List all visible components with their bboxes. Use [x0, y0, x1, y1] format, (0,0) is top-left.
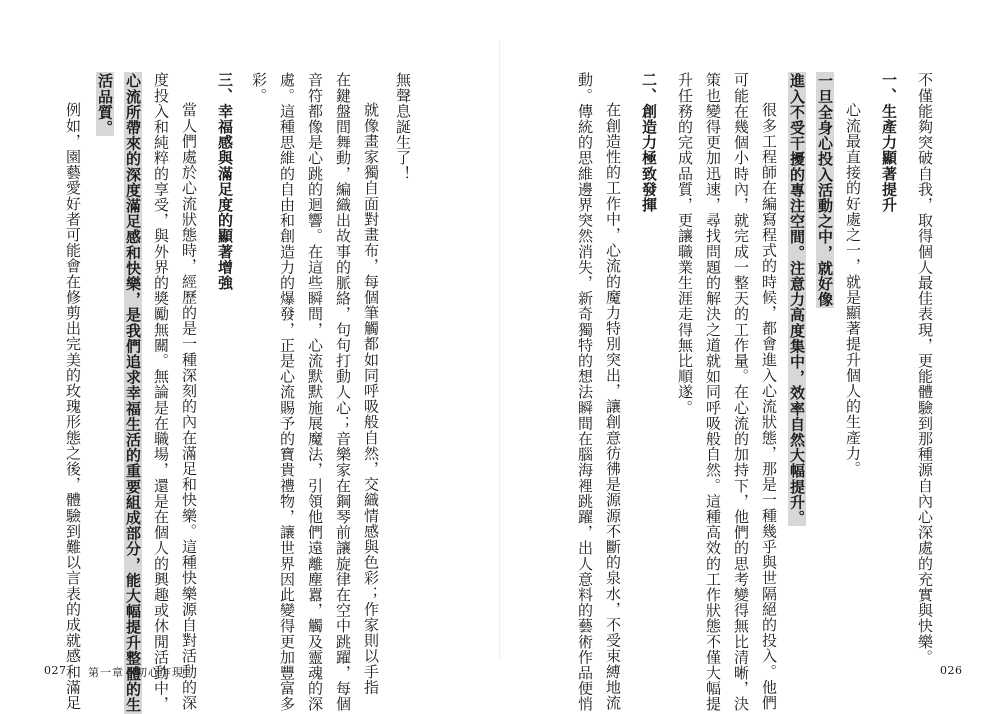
body-line: 升任務的完成品質，更讓職業生涯走得無比順遂。: [676, 72, 694, 416]
body-line: 動。傳統的思維邊界突然消失，新奇獨特的想法瞬間在腦海裡跳躍，出人意料的藝術作品便悄: [576, 72, 594, 712]
highlighted-line: [784, 72, 809, 526]
body-line: 處。這種思維的自由和創造力的爆發，正是心流賜予的寶貴禮物，讓世界因此變得更加豐富多: [278, 72, 296, 712]
section-heading: 三、幸福感與滿足度的顯著增強: [216, 72, 234, 291]
body-line: 音符都像是心跳的迴響。在這些瞬間，心流默默施展魔法，引領他們遠離塵囂，觸及靈魂的深: [306, 72, 324, 712]
body-line: 例如，園藝愛好者可能會在修剪出完美的玫瑰形態之後，體驗到難以言表的成就感和滿足: [64, 102, 82, 711]
running-head: 第一章 初心乍現: [88, 666, 184, 679]
highlighted-line: [120, 72, 145, 714]
section-heading: 一、生產力顯著提升: [880, 72, 898, 213]
body-line: 策也變得更加迅速，尋找問題的解決之道就如同呼吸般自然。這種高效的工作狀態不僅大幅提: [704, 72, 722, 712]
highlighted-line: [812, 72, 837, 308]
highlight-text: 進入不受干擾的專注空間。注意力高度集中，效率自然大幅提升。: [788, 73, 806, 526]
highlight-text: 活品質。: [96, 73, 114, 136]
body-line: 度投入和純粹的享受，與外界的獎勵無關。無論是在職場，還是在個人的興趣或休閒活動中，: [152, 72, 170, 712]
body-line: 彩。: [250, 72, 268, 104]
highlighted-line: [92, 72, 117, 136]
body-line: 心流最直接的好處之一，就是顯著提升個人的生產力。: [844, 102, 862, 477]
body-line: 不僅能夠突破自我，取得個人最佳表現，更能體驗到那種源自內心深處的充實與快樂。: [916, 72, 934, 665]
section-heading: 二、創造力極致發揮: [640, 72, 658, 213]
left-page: [0, 0, 500, 713]
right-page: [500, 0, 1000, 710]
body-line: 在鍵盤間舞動，編織出故事的脈絡，句句打動人心；音樂家在鋼琴前讓旋律在空中跳躍，每個: [334, 72, 352, 712]
body-line: 可能在幾個小時內，就完成一整天的工作量。在心流的加持下，他們的思考變得無比清晰，決: [732, 72, 750, 712]
body-line: 就像畫家獨自面對畫布，每個筆觸都如同呼吸般自然，交織情感與色彩；作家則以手指: [362, 102, 380, 695]
page-number: 026: [940, 664, 963, 677]
highlight-text: 一旦全身心投入活動之中，就好像: [816, 73, 834, 307]
body-line: 當人們處於心流狀態時，經歷的是一種深刻的內在滿足和快樂。這種快樂源自對活動的深: [180, 102, 198, 711]
page-number: 027: [44, 664, 67, 677]
body-line: 在創造性的工作中，心流的魔力特別突出，讓創意彷彿是源源不斷的泉水，不受束縛地流: [604, 102, 622, 711]
highlight-text: 心流所帶來的深度滿足感和快樂，是我們追求幸福生活的重要組成部分，能大幅提升整體的生: [124, 73, 142, 713]
body-line: 無聲息誕生了！: [394, 72, 412, 182]
body-line: 很多工程師在編寫程式的時候，都會進入心流狀態，那是一種幾乎與世隔絕的投入。他們: [760, 102, 778, 711]
